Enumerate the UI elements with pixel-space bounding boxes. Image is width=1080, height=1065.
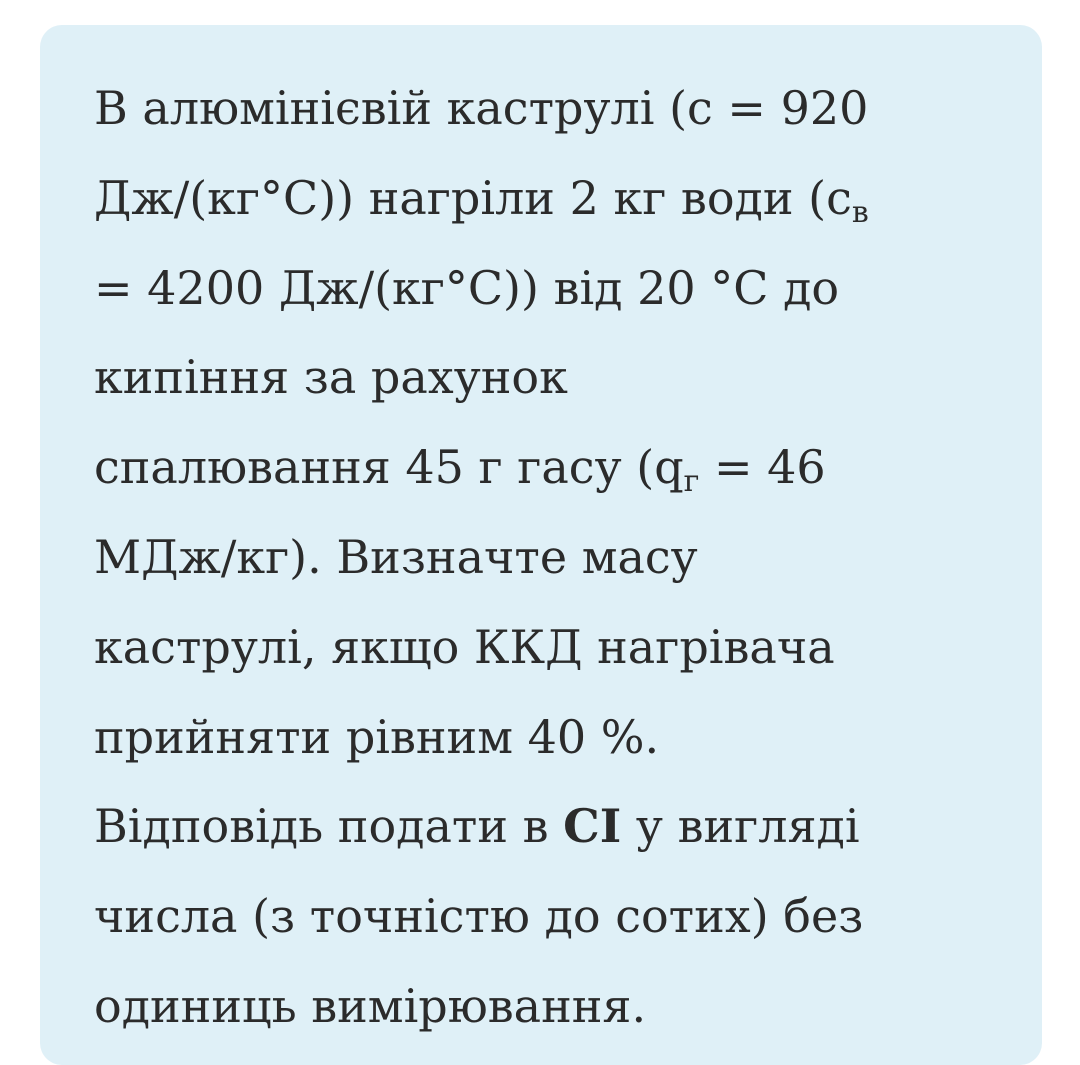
problem-line-10: числа (з точністю до сотих) без	[94, 889, 864, 944]
problem-line-11: одиниць вимірювання.	[94, 978, 647, 1033]
problem-line-1: В алюмінієвій каструлі (с = 920	[94, 81, 869, 135]
problem-line-3: = 4200 Дж/(кг°С)) від 20 °С до	[94, 260, 840, 315]
problem-text	[94, 64, 994, 1052]
problem-line-4: кипіння за рахунок	[94, 350, 568, 405]
subscript-g: г	[683, 464, 700, 500]
problem-line-9: Відповідь подати в	[94, 799, 564, 854]
problem-line-8: прийняти рівним 40 %.	[94, 709, 660, 764]
problem-line-2: Дж/(кг°С)) нагріли 2 кг води (с	[94, 170, 852, 225]
problem-line-5-end: = 46	[699, 440, 826, 495]
problem-line-6: МДж/кг). Визначте масу	[94, 529, 698, 584]
problem-line-5: спалювання 45 г гасу (q	[94, 440, 684, 495]
subscript-v: в	[851, 194, 869, 230]
problem-line-7: каструлі, якщо ККД нагрівача	[94, 619, 835, 674]
problem-line-9-end: у вигляді	[621, 799, 860, 854]
si-units-bold: СІ	[563, 799, 622, 854]
